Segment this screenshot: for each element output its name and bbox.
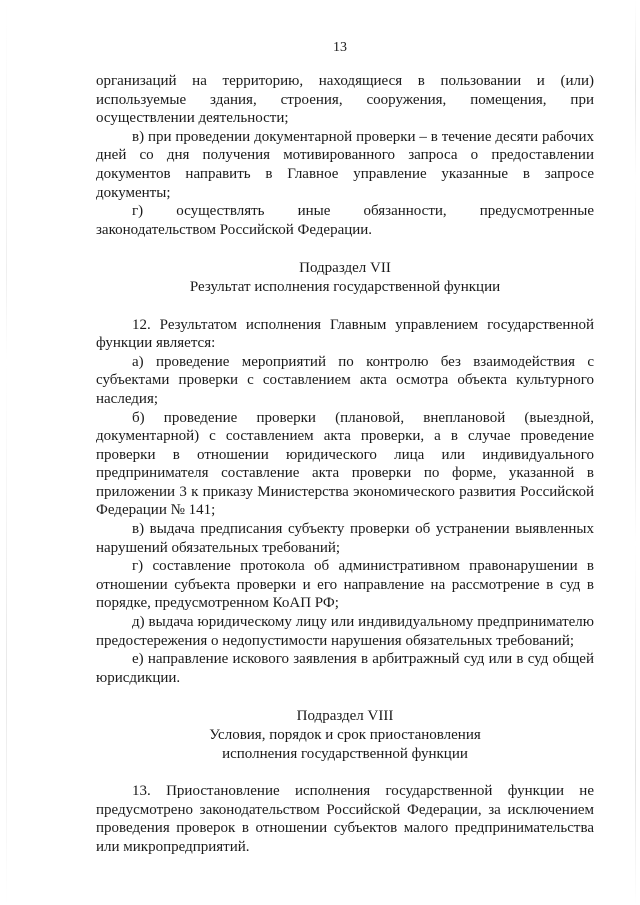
paragraph-12-v: в) выдача предписания субъекту проверки об устранении выявленных нарушений обязательных требований; bbox=[96, 521, 594, 556]
paragraph-item-g: г) осуществлять иные обязанности, предусмотренные законодательством Российской Федерации. bbox=[96, 203, 594, 238]
section7-title: Подраздел VII bbox=[299, 260, 391, 277]
section7-subtitle: Результат исполнения государственной функции bbox=[189, 278, 501, 295]
paragraph-item-v: в) при проведении документарной проверки – в течение десяти рабочих дней со дня получения мотивированного запроса о предоставлении документов направить в Главное управление указанные в запросе документы; bbox=[96, 128, 594, 201]
section8-subtitle-line1: Условия, порядок и срок приостановления bbox=[209, 727, 481, 743]
scan-edge-right bbox=[635, 0, 636, 905]
paragraph-12: 12. Результатом исполнения Главным управлением государственной функции является: bbox=[96, 316, 594, 352]
scan-edge-left bbox=[6, 0, 7, 905]
section8-subtitle-line2: исполнения государственной функции bbox=[222, 745, 468, 762]
document-body bbox=[96, 72, 594, 857]
paragraph-12-e: е) направление искового заявления в арбитражный суд или в суд общей юрисдикции. bbox=[96, 651, 594, 686]
paragraph-13: 13. Приостановление исполнения государственной функции не предусмотрено законодательством Российской Федерации, за исключением проведения проверок в отношении субъектов малого предпринимательства или микропредприятий. bbox=[96, 783, 594, 855]
paragraph-12-d: д) выдача юридическому лицу или индивидуальному предпринимателю предостережения о недопустимости нарушения обязательных требований; bbox=[96, 614, 594, 649]
paragraph-continuation: организаций на территорию, находящиеся в пользовании и (или) используемые здания, строения, сооружения, помещения, при осуществлении деятельности; bbox=[96, 73, 594, 127]
paragraph-12-a: а) проведение мероприятий по контролю без взаимодействия с субъектами проверки с составлением акта осмотра объекта культурного наследия; bbox=[96, 353, 594, 407]
page-number: 13 bbox=[333, 40, 347, 55]
paragraph-12-g: г) составление протокола об административном правонарушении в отношении субъекта проверки и его направление на рассмотрение в суд в порядке, предусмотренном КоАП РФ; bbox=[96, 558, 594, 612]
paragraph-12-b: б) проведение проверки (плановой, внеплановой (выездной, документарной) с составлением акта проверки, а в случае проведение проверки в отношении юридического лица или индивидуального предпринимателя составление акта проверки по форме, указанной в приложении 3 к приказу Министерства экономического развития Российской Федерации № 141; bbox=[96, 409, 594, 519]
section8-title: Подраздел VIII bbox=[296, 708, 394, 725]
